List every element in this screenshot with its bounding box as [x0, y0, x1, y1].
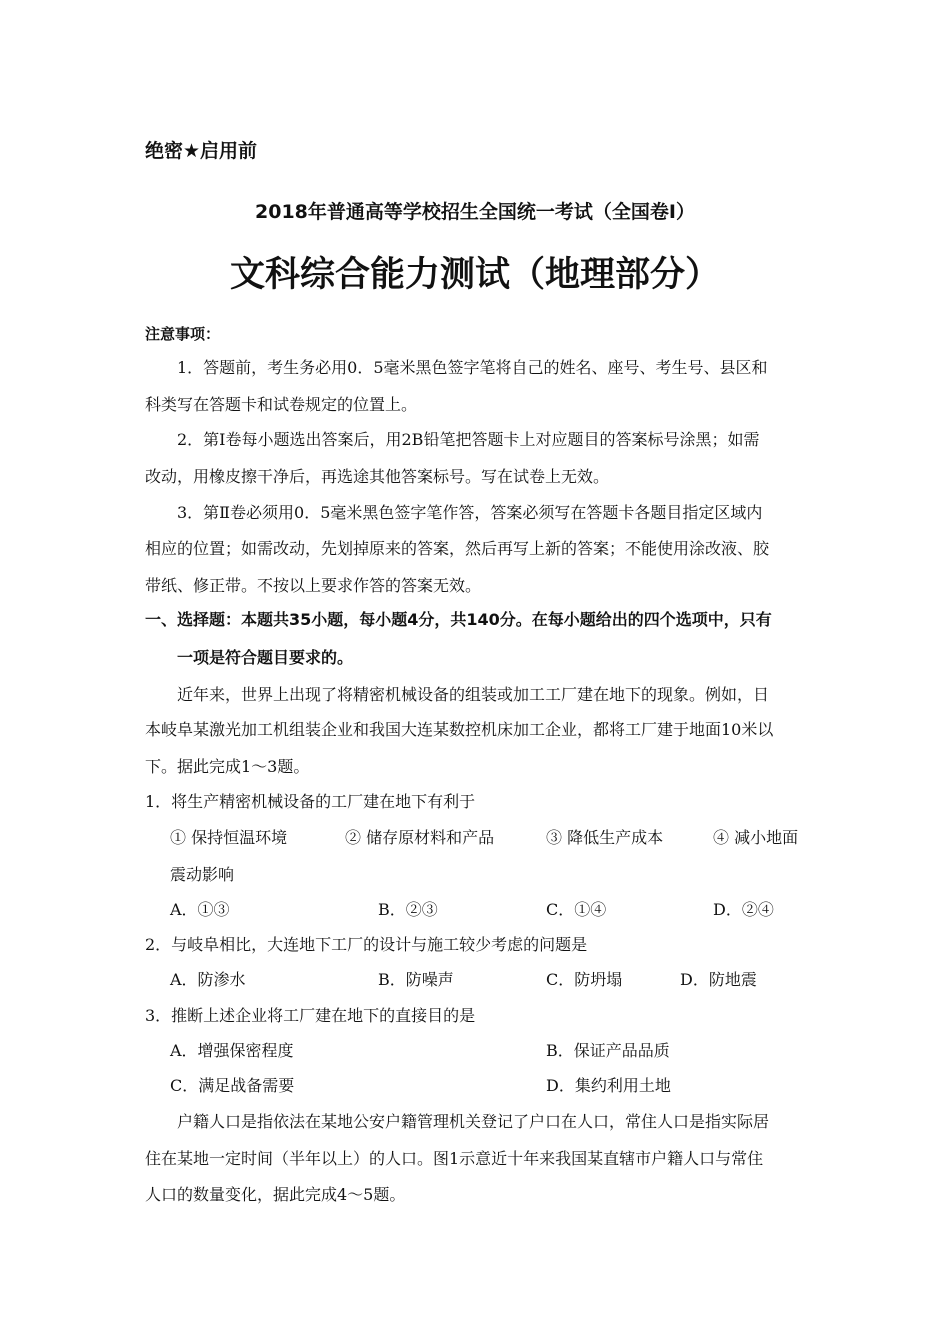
- notice-item-2-cont: 改动，用橡皮擦干净后，再选途其他答案标号。写在试卷上无效。: [145, 467, 610, 486]
- question-3-stem: 3．推断上述企业将工厂建在地下的直接目的是: [145, 1006, 476, 1025]
- notice-item-3-cont: 相应的位置；如需改动，先划掉原来的答案，然后再写上新的答案；不能使用涂改液、胶: [145, 539, 770, 558]
- q1-statement-2: ② 储存原材料和产品: [345, 828, 495, 847]
- q3-option-b: B．保证产品品质: [546, 1041, 670, 1060]
- passage-1-line-3: 下。据此完成1～3题。: [145, 757, 310, 776]
- q2-option-a: A．防渗水: [170, 970, 246, 989]
- passage-1-line-1: 近年来，世界上出现了将精密机械设备的组装或加工工厂建在地下的现象。例如，日: [177, 685, 770, 704]
- exam-title: 2018年普通高等学校招生全国统一考试（全国卷Ⅰ）: [255, 201, 695, 223]
- q1-statement-3: ③ 降低生产成本: [546, 828, 664, 847]
- passage-2-line-3: 人口的数量变化，据此完成4～5题。: [145, 1185, 406, 1204]
- passage-1-line-2: 本岐阜某激光加工机组装企业和我国大连某数控机床加工企业，都将工厂建于地面10米以: [145, 720, 774, 739]
- q1-statement-4-cont: 震动影响: [170, 865, 235, 884]
- notice-heading: 注意事项：: [145, 325, 221, 343]
- page-title: 文科综合能力测试（地理部分）: [229, 255, 720, 295]
- q2-option-c: C．防坍塌: [546, 970, 623, 989]
- notice-item-2: 2．第Ⅰ卷每小题选出答案后，用2B铅笔把答题卡上对应题目的答案标号涂黑；如需: [177, 430, 760, 449]
- q3-option-c: C．满足战备需要: [170, 1076, 295, 1095]
- question-1-stem: 1．将生产精密机械设备的工厂建在地下有利于: [145, 792, 476, 811]
- q1-statement-4: ④ 减小地面: [713, 828, 799, 847]
- notice-item-3: 3．第Ⅱ卷必须用0．5毫米黑色签字笔作答，答案必须写在答题卡各题目指定区域内: [177, 503, 763, 522]
- notice-item-1-cont: 科类写在答题卡和试卷规定的位置上。: [145, 395, 418, 414]
- q3-option-d: D．集约利用土地: [546, 1076, 671, 1095]
- q3-option-a: A．增强保密程度: [170, 1041, 294, 1060]
- q2-option-d: D．防地震: [680, 970, 757, 989]
- section-heading-cont: 一项是符合题目要求的。: [177, 648, 354, 667]
- passage-2-line-2: 住在某地一定时间（半年以上）的人口。图1示意近十年来我国某直辖市户籍人口与常住: [145, 1149, 764, 1168]
- q1-option-a: A．①③: [170, 900, 230, 919]
- section-heading: 一、选择题：本题共35小题，每小题4分，共140分。在每小题给出的四个选项中，只有: [145, 610, 772, 629]
- q2-option-b: B．防噪声: [378, 970, 454, 989]
- passage-2-line-1: 户籍人口是指依法在某地公安户籍管理机关登记了户口在人口，常住人口是指实际居: [177, 1112, 770, 1131]
- q1-statement-1: ① 保持恒温环境: [170, 828, 288, 847]
- notice-item-3-cont2: 带纸、修正带。不按以上要求作答的答案无效。: [145, 576, 482, 595]
- q1-option-c: C．①④: [546, 900, 607, 919]
- question-2-stem: 2．与岐阜相比，大连地下工厂的设计与施工较少考虑的问题是: [145, 935, 588, 954]
- confidential-label: 绝密★启用前: [145, 140, 258, 162]
- q1-option-b: B．②③: [378, 900, 438, 919]
- q1-option-d: D．②④: [713, 900, 774, 919]
- notice-item-1: 1．答题前，考生务必用0．5毫米黑色签字笔将自己的姓名、座号、考生号、县区和: [177, 358, 768, 377]
